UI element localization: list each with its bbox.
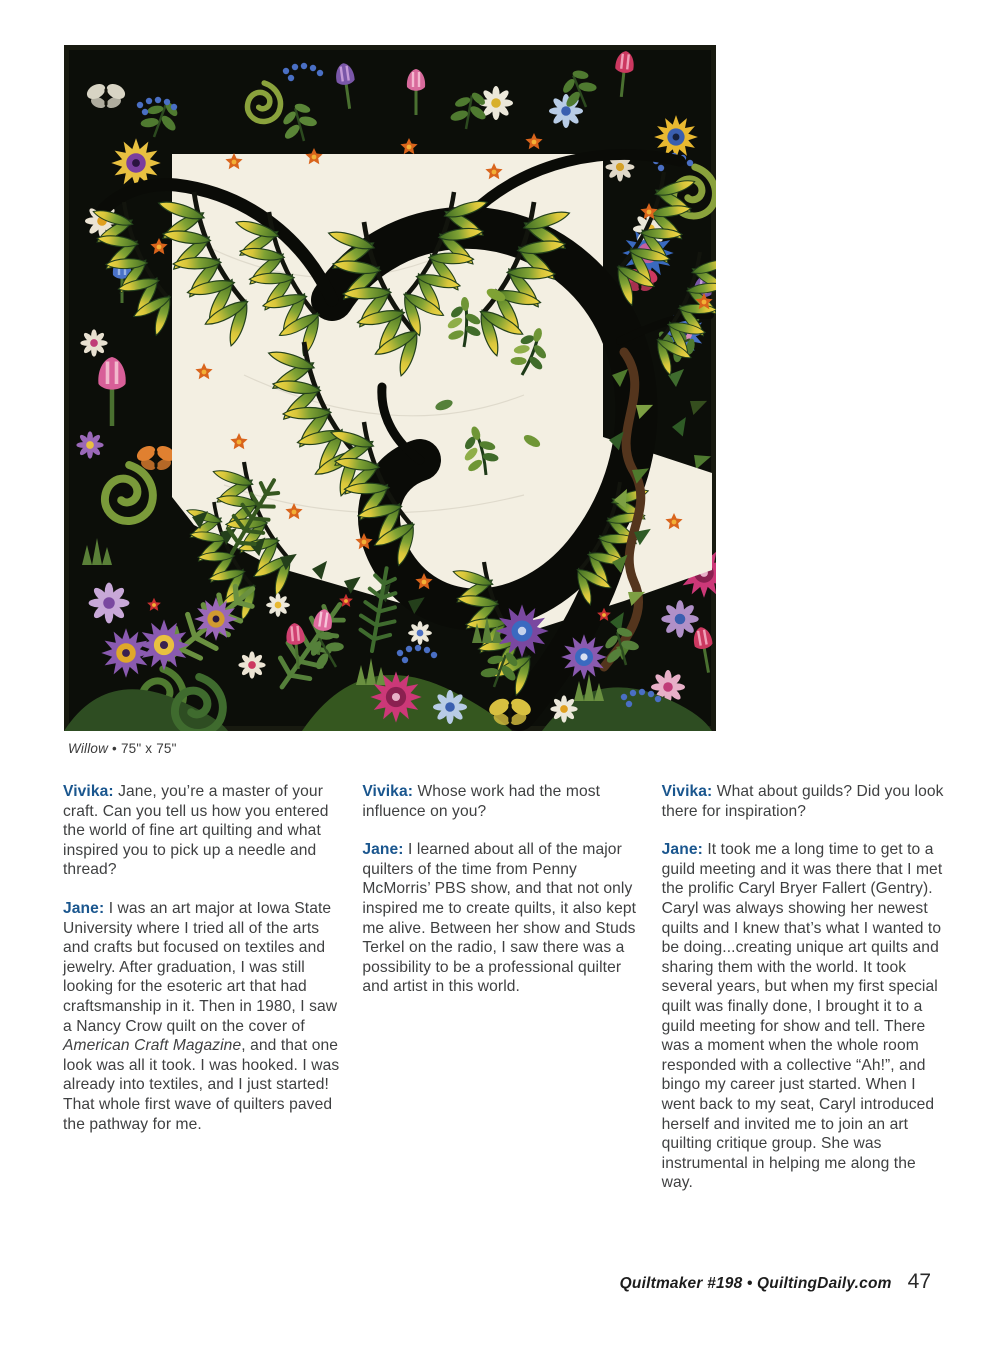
paragraph xyxy=(662,782,946,821)
speaker-label: Vivika: xyxy=(63,783,114,800)
interview-columns xyxy=(63,782,946,1212)
paragraph xyxy=(362,840,646,997)
italic-text: American Craft Magazine xyxy=(63,1037,242,1055)
speaker-label: Jane: xyxy=(362,841,404,859)
paragraph xyxy=(362,782,646,821)
quilt-caption xyxy=(68,741,177,756)
body-text: Jane, you’re a master of your craft. Can you tell us how you entered the world of fine art quilting and what inspired you to pick up a needle and thread? xyxy=(63,783,329,879)
paragraph xyxy=(63,782,347,880)
body-text: I was an art major at Iowa State University where I tried all of the arts and crafts but focused on textiles and jewelry. After graduation, I was still looking for the esoteric art that had craftsmanship in it. Then in 1980, I saw a Nancy Crow quilt on the cover of xyxy=(63,899,338,1035)
column-2 xyxy=(362,782,646,1212)
quilt-dimensions: 75" x 75" xyxy=(120,741,177,756)
speaker-label: Jane: xyxy=(661,841,703,859)
quilt-photo xyxy=(64,45,716,731)
speaker-label: Vivika: xyxy=(661,783,713,800)
paragraph xyxy=(662,840,946,1193)
column-1 xyxy=(63,782,347,1212)
caption-bullet: • xyxy=(112,741,117,756)
speaker-label: Jane: xyxy=(63,899,105,917)
column-3 xyxy=(662,782,946,1212)
page-footer xyxy=(620,1270,931,1294)
magazine-credit: Quiltmaker #198 • QuiltingDaily.com xyxy=(619,1275,892,1292)
page-number: 47 xyxy=(907,1270,931,1293)
body-text: I learned about all of the major quilters of the time from Penny McMorris’ PBS show, and that not only inspired me to create quilts, it also kept me alive. Between her show and Studs Terkel on the radio, I saw there was a possibility to be a professional quilter and artist in this world. xyxy=(362,841,637,996)
body-text: It took me a long time to get to a guild meeting and it was there that I met the prolific Caryl Bryer Fallert (Gentry). Caryl was always showing her newest quilts and I knew that’s what I wanted to be doing...creating unique art quilts and sharing them with the world. It took several years, but when my first special quilt was finally done, I brought it to a guild meeting for show and tell. There was a moment when the whole room responded with a collective “Ah!”, and bingo my career just started. When I went back to my seat, Caryl introduced herself and invited me to join an art quilting critique group. She was instrumental in helping me along the way. xyxy=(661,841,943,1192)
body-text: What about guilds? Did you look there for inspiration? xyxy=(661,783,944,820)
speaker-label: Vivika: xyxy=(362,783,414,800)
paragraph xyxy=(63,899,347,1134)
quilt-title: Willow xyxy=(68,741,109,756)
body-text: , and that one look was all it took. I was hooked. I was already into textiles, and I just started! That whole first wave of quilters paved the pathway for me. xyxy=(63,1037,340,1133)
body-text: Whose work had the most influence on you? xyxy=(362,783,601,820)
